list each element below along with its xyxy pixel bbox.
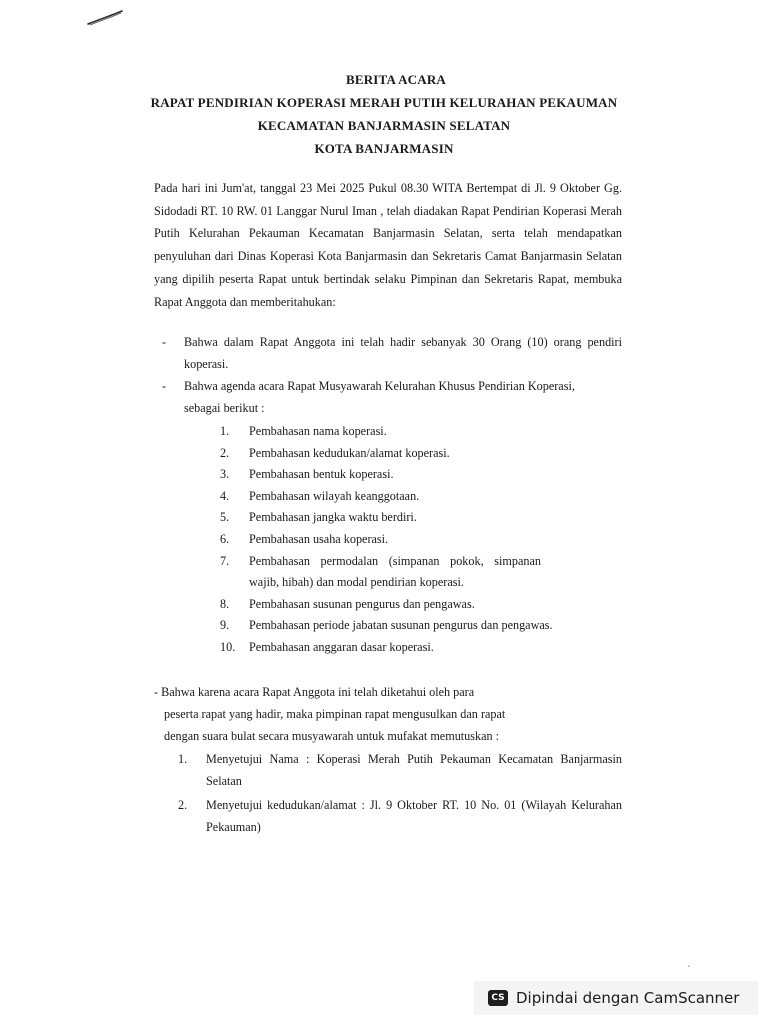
decision-list bbox=[178, 748, 622, 840]
list-item-number: 2. bbox=[220, 445, 230, 460]
list-item-number: 6. bbox=[220, 531, 230, 546]
scan-speck bbox=[688, 965, 690, 967]
list-item-number: 7. bbox=[220, 553, 230, 568]
list-item-text: Pembahasan permodalan (simpanan pokok, simpanan wajib, hibah) dan modal pendirian koperasi. bbox=[249, 553, 541, 590]
document-title-block bbox=[0, 68, 768, 160]
dash-item-agenda-intro bbox=[162, 375, 584, 419]
decision-intro-line: - Bahwa karena acara Rapat Anggota ini telah diketahui oleh para bbox=[154, 685, 475, 699]
camscanner-logo-icon: CS bbox=[488, 990, 508, 1006]
list-item bbox=[220, 507, 620, 529]
title-rapat-pendirian: RAPAT PENDIRIAN KOPERASI MERAH PUTIH KELURAHAN PEKAUMAN bbox=[150, 95, 618, 110]
camscanner-text: Dipindai dengan CamScanner bbox=[516, 989, 740, 1007]
list-item bbox=[220, 551, 620, 594]
list-item-text: Pembahasan wilayah keanggotaan. bbox=[249, 488, 420, 503]
list-item-text: Pembahasan susunan pengurus dan pengawas. bbox=[249, 596, 475, 611]
list-item-number: 10. bbox=[220, 639, 236, 654]
list-item-text: Pembahasan jangka waktu berdiri. bbox=[249, 510, 417, 525]
list-item bbox=[220, 443, 620, 465]
list-item-number: 9. bbox=[220, 618, 230, 633]
decision-intro-paragraph bbox=[154, 681, 564, 747]
camscanner-watermark bbox=[474, 981, 758, 1015]
list-item-text: Pembahasan anggaran dasar koperasi. bbox=[249, 639, 434, 654]
list-item bbox=[220, 486, 620, 508]
list-item bbox=[220, 464, 620, 486]
list-item-number: 2. bbox=[178, 798, 188, 812]
dash-bullet: - bbox=[162, 335, 167, 349]
list-item-text: Pembahasan nama koperasi. bbox=[249, 424, 387, 438]
list-item-number: 8. bbox=[220, 596, 230, 611]
title-berita-acara: BERITA ACARA bbox=[345, 72, 447, 87]
title-kota: KOTA BANJARMASIN bbox=[314, 141, 454, 156]
pen-stroke-mark bbox=[86, 8, 126, 28]
list-item bbox=[220, 594, 620, 616]
list-item-text: Menyetujui Nama : Koperasi Merah Putih Pekauman Kecamatan Banjarmasin Selatan bbox=[206, 752, 622, 788]
title-kecamatan: KECAMATAN BANJARMASIN SELATAN bbox=[257, 118, 511, 133]
list-item-number: 3. bbox=[220, 467, 230, 482]
list-item bbox=[220, 421, 620, 443]
list-item bbox=[220, 529, 620, 551]
list-item-text: Pembahasan bentuk koperasi. bbox=[249, 467, 394, 482]
list-item-text: Pembahasan usaha koperasi. bbox=[249, 531, 389, 546]
list-item bbox=[220, 637, 620, 659]
list-item bbox=[178, 794, 622, 838]
decision-intro-line: peserta rapat yang hadir, maka pimpinan rapat mengusulkan dan rapat bbox=[164, 707, 506, 721]
list-item-number: 4. bbox=[220, 488, 230, 503]
agenda-list bbox=[220, 421, 620, 659]
list-item-number: 1. bbox=[220, 424, 230, 438]
list-item-text: Menyetujui kedudukan/alamat : Jl. 9 Oktober RT. 10 No. 01 (Wilayah Kelurahan Pekauman) bbox=[206, 798, 622, 834]
list-item-number: 1. bbox=[178, 752, 188, 766]
decision-intro-line: dengan suara bulat secara musyawarah untuk mufakat memutuskan : bbox=[164, 729, 500, 743]
list-item-text: Pembahasan kedudukan/alamat koperasi. bbox=[249, 445, 450, 460]
dash-item-attendance bbox=[162, 331, 622, 375]
list-item bbox=[220, 615, 620, 637]
list-item bbox=[178, 748, 622, 792]
dash-bullet: - bbox=[162, 379, 167, 393]
dash-item-text: Bahwa dalam Rapat Anggota ini telah hadir sebanyak 30 Orang (10) orang pendiri koperasi. bbox=[184, 335, 622, 371]
list-item-number: 5. bbox=[220, 510, 230, 525]
intro-paragraph: Pada hari ini Jum'at, tanggal 23 Mei 2025 Pukul 08.30 WITA Bertempat di Jl. 9 Oktober Gg. Sidodadi RT. 10 RW. 01 Langgar Nurul Iman , telah diadakan Rapat Pendirian Koperasi Merah Putih Kelurahan Pekauman Kecamatan Banjarmasin Selatan, serta telah mendapatkan penyuluhan dari Dinas Koperasi Kota Banjarmasin dan Sekretaris Camat Banjarmasin Selatan yang dipilih peserta Rapat untuk bertindak selaku Pimpinan dan Sekretaris Rapat, membuka Rapat Anggota dan memberitahukan: bbox=[154, 181, 622, 309]
list-item-text: Pembahasan periode jabatan susunan pengurus dan pengawas. bbox=[249, 618, 553, 633]
dash-item-text: Bahwa agenda acara Rapat Musyawarah Kelurahan Khusus Pendirian Koperasi, sebagai berikut : bbox=[184, 379, 575, 415]
